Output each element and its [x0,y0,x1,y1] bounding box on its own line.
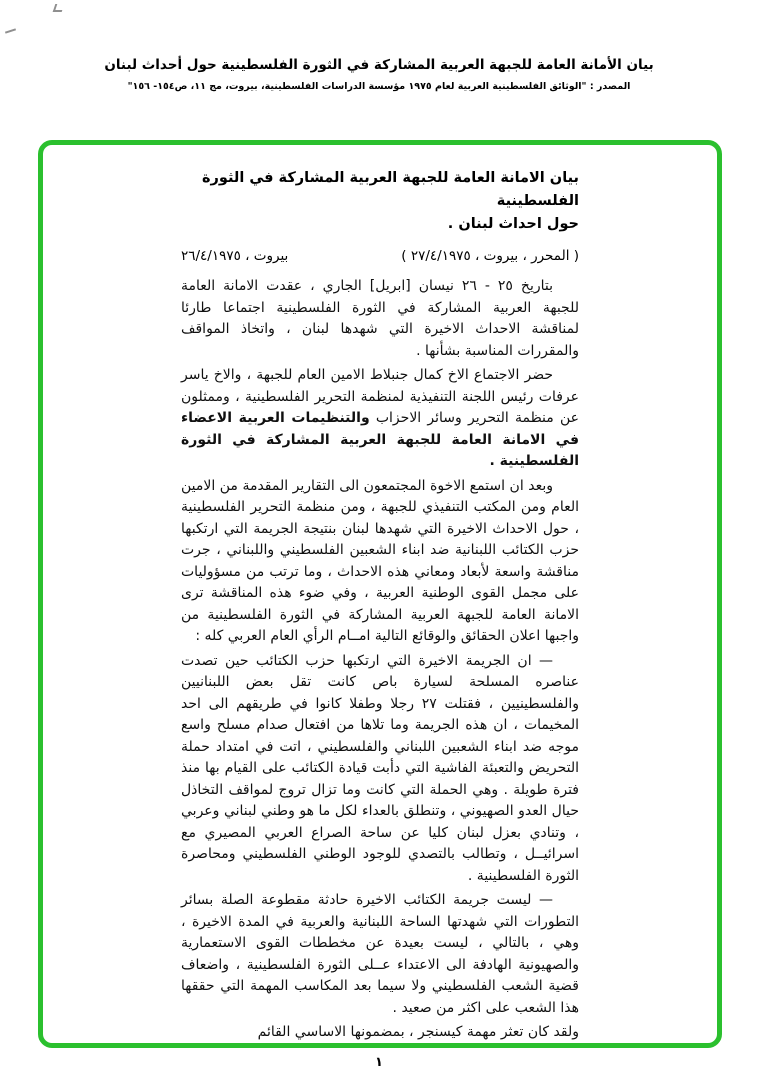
page-number: ١ [375,1055,383,1070]
dateline-editor-note: ( المحرر ، بيروت ، ٢٧/٤/١٩٧٥ ) [401,248,579,264]
paragraph-text: — ليست جريمة الكتائب الاخيرة حادثة مقطوعة الصلة بسائر التطورات التي شهدتها الساحة اللبنانية والعربية في المدة الاخيرة ، وهي ، بالتالي ، ليست بعيدة عن مخططات القوى الاستعمارية والصهيونية الهادفة الى الاعتداء عــلى الثورة الفلسطينية ، واضعاف قضية الشعب الفلسطيني ولا سيما بعد المكاسب المهمة التي حققها هذا الشعب على اكثر من صعيد . [181,892,579,1016]
page-title: بيان الأمانة العامة للجبهة العربية المشاركة في الثورة الفلسطينية حول أحداث لبنان [104,57,654,73]
paragraph-text: وبعد ان استمع الاخوة المجتمعون الى التقارير المقدمة من الامين العام ومن المكتب التنفيذي للجبهة ، ومن منظمة التحرير الفلسطينية ، حول الاحداث الاخيرة التي شهدها لبنان بنتيجة الجريمة التي ارتكبها حزب الكتائب اللبنانية ضد ابناء الشعبين الفلسطيني واللبناني ، جرت مناقشة واسعة لأبعاد ومعاني هذه الاحداث ، وما ترتب من مسؤوليات على مجمل القوى الوطنية العربية ، وفي ضوء هذه المناقشة ترى الامانة العامة للجبهة العربية المشاركة في الثورة الفلسطينية من واجبها اعلان الحقائق والوقائع التالية امــام الرأي العام العربي كله : [181,477,579,644]
paragraph-text-bold: والتنظيمات العربية الاعضاء في الامانة العامة للجبهة العربية المشاركة في الثورة الفلسطينية . [181,410,579,469]
paragraph [181,1022,579,1044]
paragraph [181,651,579,888]
paragraph-text: حضر الاجتماع الاخ كمال جنبلاط الامين العام للجبهة ، والاخ ياسر عرفات رئيس اللجنة التنفيذية لمنظمة التحرير الفلسطينية ، وممثلون عن منظمة التحرير وسائر الاحزاب [181,367,579,426]
document-title-line: بيان الامانة العامة للجبهة العربية المشاركة في الثورة الفلسطينية [201,170,579,209]
document-paragraphs [181,276,579,1044]
paragraph-text: ولقد كان تعثر مهمة كيسنجر ، بمضمونها الاساسي القائم [257,1024,579,1040]
dateline [181,248,579,264]
document-title-line: حول احداث لبنان . [447,216,579,232]
source-citation: المصدر : "الوثائق الفلسطينية العربية لعام ١٩٧٥ مؤسسة الدراسات الفلسطينية، بيروت، مج ١١، ص١٥٤- ١٥٦" [127,81,631,92]
paragraph [181,890,579,1019]
paragraph-text: — ان الجريمة الاخيرة التي ارتكبها حزب الكتائب حين تصدت عناصره المسلحة لسيارة باص كانت تقل بعض اللبنانيين والفلسطينيين ، فقتلت ٢٧ رجلا وطفلا كانوا في طريقهم الى احد المخيمات ، ان هذه الجريمة وما تلاها من افتعال صدام مسلح واسع موجه ضد ابناء الشعبين اللبناني والفلسطيني ، اتت في امتداد حملة التحريض والتعبئة الفاشية التي دأبت قيادة الكتائب على القيام بها منذ فترة طويلة . وهي الحملة التي كانت وما تزال تروج لمواقف التخاذل حيال العدو الصهيوني ، وتنطلق بالعداء لكل ما هو وطني لبناني وعربي ، وتنادي بعزل لبنان كليا عن ساحة الصراع العربي المصيري مع اسرائيــل ، وتطالب بالتصدي للوجود الوطني الفلسطيني ومحاصرة الثورة الفلسطينية . [181,652,579,884]
document-frame [38,140,722,1048]
document-body [181,167,579,1044]
paragraph [181,276,579,362]
dateline-city-date: بيروت ، ٢٦/٤/١٩٧٥ [181,248,289,264]
document-title [181,167,579,236]
paragraph-text: بتاريخ ٢٥ - ٢٦ نيسان [ابريل] الجاري ، عقدت الامانة العامة للجبهة العربية المشاركة في الثورة الفلسطينية اجتماعا طارئا لمناقشة الاحداث الاخيرة التي شهدها لبنان ، واتخاذ المواقف والمقررات المناسبة بشأنها . [181,278,579,359]
paragraph [181,365,579,473]
paragraph [181,476,579,648]
